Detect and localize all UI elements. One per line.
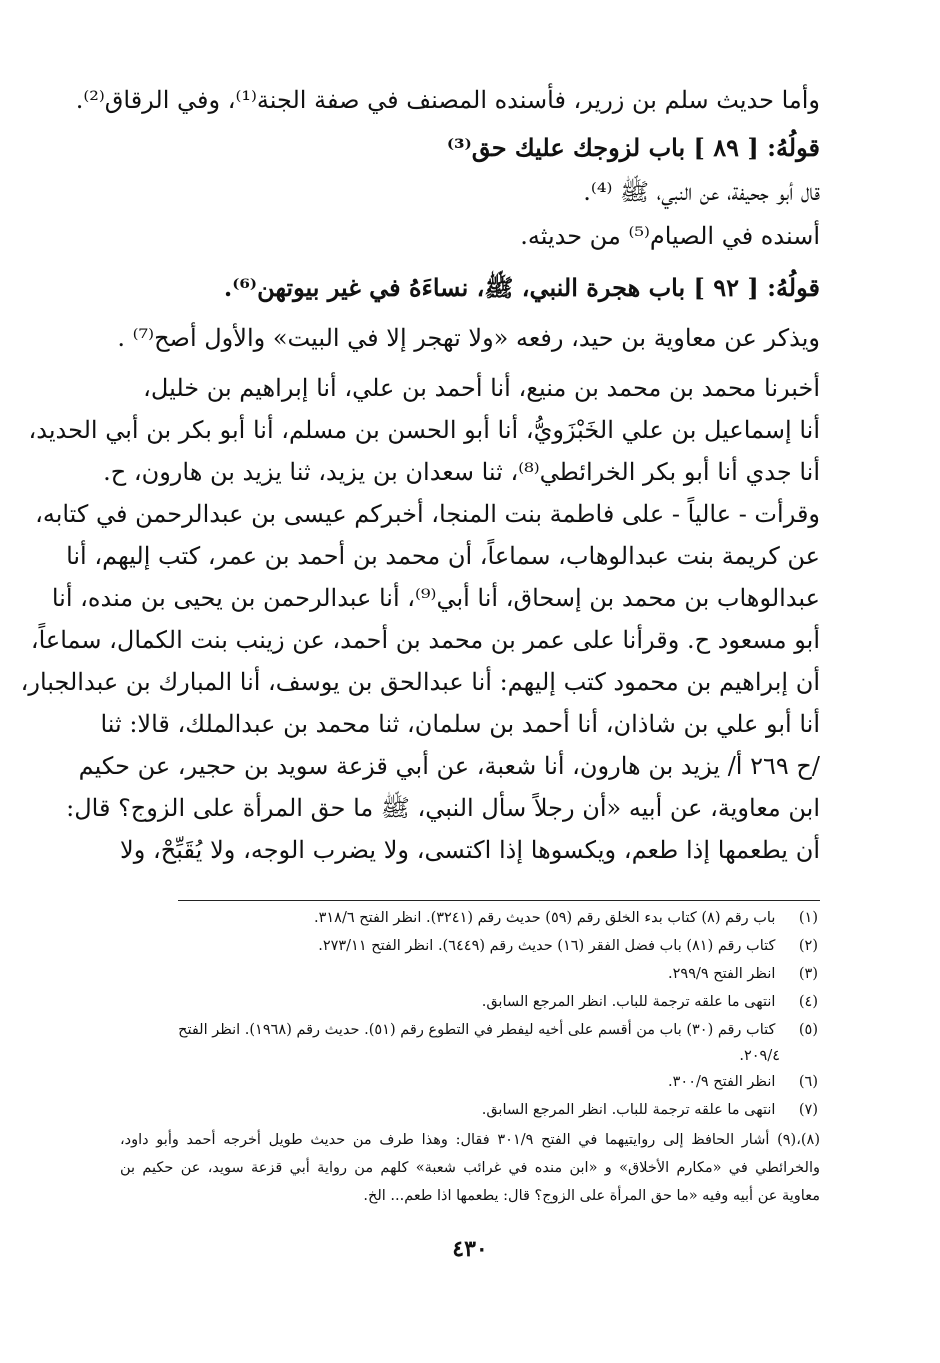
- footnote-text: انظر الفتح ٣٠٠/٩.: [668, 1074, 776, 1090]
- footnote-number: (٦): [798, 1074, 818, 1090]
- text-line-11: عن كريمة بنت عبدالوهاب، سماعاً، أن محمد بن أحمد بن عمر، كتب إليهم، أنا: [66, 542, 820, 570]
- text-line-4: أسنده في الصيام⁽⁵⁾ من حديثه.: [520, 222, 820, 250]
- footnote-4: [118, 990, 818, 1014]
- text-line-17: ابن معاوية، عن أبيه «أن رجلاً سأل النبي، ﷺ ما حق المرأة على الزوج؟ قال:: [66, 794, 820, 822]
- footnote-text: والخرائطي في «مكارم الأخلاق» و «ابن منده في غرائب شعبة» كلهم من رواية أبي قزعة سويد، عن حكيم بن: [120, 1160, 820, 1176]
- footnote-text: أشار الحافظ إلى روايتيهما في الفتح ٣٠١/٩ فقال: وهذا طرف من حديث طويل أخرجه أحمد وأبو داود،: [120, 1132, 770, 1148]
- footnote-7: [118, 1098, 818, 1122]
- text-line-15: أنا أبو علي بن شاذان، أنا أحمد بن سلمان، ثنا محمد بن عبدالملك، قالا: ثنا: [100, 710, 820, 738]
- text-line-3: قال أبو جحيفة، عن النبي، ﷺ ⁽⁴⁾.: [583, 178, 820, 206]
- heading-bab-89: قولُهُ: [ ٨٩ ] باب لزوجك عليك حق⁽³⁾: [446, 133, 820, 162]
- text-line-16: /ح ٢٦٩ أ/ يزيد بن هارون، أنا شعبة، عن أبي قزعة سويد بن حجير، عن حكيم: [78, 752, 820, 780]
- footnote-5-continued: [180, 1044, 780, 1068]
- footnote-separator: [178, 900, 820, 901]
- footnote-number: (٥): [798, 1022, 818, 1038]
- text-line-6: ويذكر عن معاوية بن حيد، رفعه «ولا تهجر إلا في البيت» والأول أصح⁽⁷⁾ .: [117, 324, 820, 352]
- text-line-10: وقرأت - عالياً - على فاطمة بنت المنجا، أخبركم عيسى بن عبدالرحمن في كتابه،: [35, 500, 820, 528]
- footnote-number: (٧): [798, 1102, 818, 1118]
- footnote-number: (١): [798, 910, 818, 926]
- text-line-12: عبدالوهاب بن محمد بن إسحاق، أنا أبي⁽⁹⁾، أنا عبدالرحمن بن يحيى بن منده، أنا: [51, 584, 820, 612]
- text-line-8: أنا إسماعيل بن علي الخَبْزَويُّ، أنا أبو الحسن بن مسلم، أنا أبو بكر بن أبي الحديد،: [28, 416, 820, 444]
- footnote-8-9-continued: [120, 1156, 820, 1180]
- footnote-5: [118, 1018, 818, 1042]
- heading-bab-92: قولُهُ: [ ٩٢ ] باب هجرة النبي، ﷺ، نساءَهُ في غير بيوتهن⁽⁶⁾.: [223, 273, 820, 302]
- text-line-14: أن إبراهيم بن محمود كتب إليهم: أنا عبدالحق بن يوسف، أنا المبارك بن عبدالجبار،: [20, 668, 820, 696]
- footnote-1: [118, 906, 818, 930]
- footnote-text: انظر الفتح ٢٩٩/٩.: [668, 966, 776, 982]
- footnote-8-9-end: [120, 1184, 820, 1208]
- footnote-2: [118, 934, 818, 958]
- text-line-13: أبو مسعود ح. وقرأنا على عمر بن محمد بن أحمد، عن زينب بنت الكمال، سماعاً،: [30, 626, 820, 654]
- footnote-number: (٨)،(٩): [777, 1132, 821, 1148]
- footnote-6: [118, 1070, 818, 1094]
- footnote-text: كتاب رقم (٨١) باب فضل الفقر (١٦) حديث رقم (٦٤٤٩). انظر الفتح ٢٧٣/١١.: [318, 938, 776, 954]
- footnote-text: انتهى ما علقه ترجمة للباب. انظر المرجع السابق.: [481, 994, 776, 1010]
- footnote-text: معاوية عن أبيه وفيه «ما حق المرأة على الزوج؟ قال: يطعمها اذا طعم... الخ.: [363, 1188, 820, 1204]
- text-line-1: وأما حديث سلم بن زرير، فأسنده المصنف في صفة الجنة⁽¹⁾، وفي الرقاق⁽²⁾.: [75, 86, 820, 114]
- footnote-number: (٣): [798, 966, 818, 982]
- footnote-number: (٢): [798, 938, 818, 954]
- text-line-18: أن يطعمها إذا طعم، ويكسوها إذا اكتسى، ولا يضرب الوجه، ولا يُقَبِّحْ، ولا: [120, 836, 820, 864]
- text-line-7: أخبرنا محمد بن محمد بن منيع، أنا أحمد بن علي، أنا إبراهيم بن خليل،: [143, 374, 820, 402]
- footnote-text: انتهى ما علقه ترجمة للباب. انظر المرجع السابق.: [481, 1102, 776, 1118]
- footnote-text: كتاب رقم (٣٠) باب من أقسم على أخيه ليفطر في التطوع رقم (٥١). حديث رقم (١٩٦٨). انظر الفتح: [178, 1022, 776, 1038]
- footnote-text: باب رقم (٨) كتاب بدء الخلق رقم (٥٩) حديث رقم (٣٢٤١). انظر الفتح ٣١٨/٦.: [314, 910, 776, 926]
- footnote-number: (٤): [798, 994, 818, 1010]
- page-number: ٤٣٠: [452, 1236, 488, 1262]
- text-line-9: أنا جدي أنا أبو بكر الخرائطي⁽⁸⁾، ثنا سعدان بن يزيد، ثنا يزيد بن هارون، ح.: [103, 458, 820, 486]
- footnote-text: ٢٠٩/٤.: [739, 1048, 780, 1064]
- footnote-8-9: [120, 1128, 820, 1152]
- footnote-3: [118, 962, 818, 986]
